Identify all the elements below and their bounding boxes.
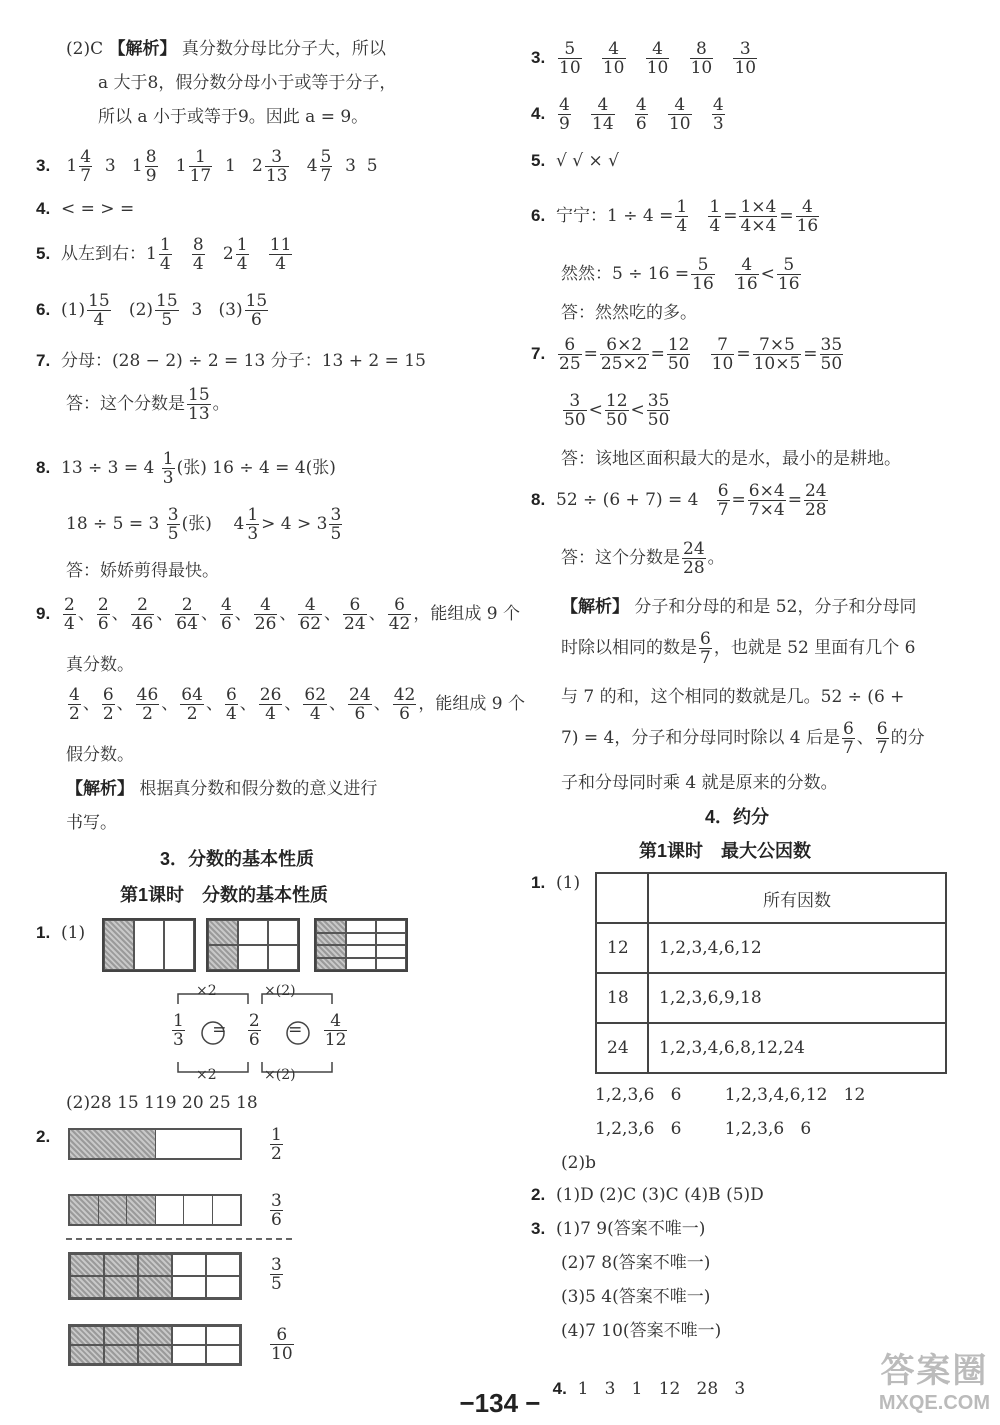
bar-1-2 — [68, 1128, 242, 1160]
r-jx-5: 子和分母同时乘 4 就是原来的分数。 — [561, 773, 838, 793]
times2-top-right: ×(2) — [264, 983, 296, 999]
r-p1-part2: (2)b — [561, 1153, 596, 1173]
r-q7-row2: $\frac{3}{50}$ < $\frac{12}{50}$ < $\frac{35}{50}$ — [564, 391, 670, 430]
fraction-grid-4-12 — [314, 918, 408, 972]
bar-6-10 — [68, 1324, 242, 1366]
q2-line1: (2)C 【解析】 真分数分母比分子大，所以 — [66, 39, 386, 59]
p2-label: 2. — [36, 1127, 51, 1146]
q9-text2: 真分数。 — [66, 655, 134, 675]
r-q7-answer: 答：该地区面积最大的是水，最小的是耕地。 — [561, 449, 901, 469]
section-title-3: 3．分数的基本性质 — [160, 849, 315, 869]
q5-row: 5. 从左到右：1 $\frac{1}{4}$ $\frac{8}{4}$ 2 $\frac{1}{4}$ $\frac{11}{4}$ — [36, 235, 292, 274]
q4-row: 4. < = > = — [36, 199, 135, 219]
r-p3-row2: (2)7 8(答案不唯一) — [561, 1253, 711, 1273]
r-p3-row3: (3)5 4(答案不唯一) — [561, 1287, 711, 1307]
q2-line3: 所以 a 小于或等于9。因此 a = 9。 — [98, 107, 369, 127]
q8-row1: 8. 13 ÷ 3 = 4 $\frac{1}{3}$ (张) 16 ÷ 4 = 4(张) — [36, 449, 336, 488]
r-q4-row: 4. $\frac{4}{9}$ $\frac{4}{14}$ $\frac{4}{6}$ $\frac{4}{10}$ $\frac{4}{3}$ — [531, 95, 724, 134]
p1-part2: (2)28 15 119 20 25 18 — [66, 1093, 258, 1113]
table-header: 所有因数 — [648, 873, 946, 923]
r-q6-row1: 6. 宁宁：1 ÷ 4 = $\frac{1}{4}$ $\frac{1}{4}$ = $\frac{1\times 4}{4\times 4}$ = $\frac{4}{16}$ — [531, 197, 819, 236]
frac-3-5: $\frac{3}{5}$ — [271, 1255, 282, 1294]
r-jx-4: 7) = 4，分子和分母同时除以 4 后是 $\frac{6}{7}$ 、 $\frac{6}{7}$ 的分 — [561, 719, 925, 758]
table-row: 24 1,2,3,4,6,8,12,24 — [596, 1023, 946, 1073]
p1-label: 1. (1) — [36, 923, 86, 943]
q8-answer: 答：娇娇剪得最快。 — [66, 561, 219, 581]
frac-6-10: $\frac{6}{10}$ — [271, 1325, 293, 1364]
r-p3-row1: 3. (1)7 9(答案不唯一) — [531, 1219, 706, 1239]
watermark-logo: 答案圈 MXQE.COM — [878, 1352, 990, 1414]
table-row: 12 1,2,3,4,6,12 — [596, 923, 946, 973]
factors-table — [595, 872, 947, 1074]
q9-text4: 假分数。 — [66, 745, 134, 765]
r-p4-row: 4. 1 3 1 12 28 3 — [552, 1379, 746, 1399]
q8-row2: 18 ÷ 5 = 3 $\frac{3}{5}$ (张) 4 $\frac{1}{3}$ > 4 > 3 $\frac{3}{5}$ — [66, 505, 342, 544]
table-row: 18 1,2,3,6,9,18 — [596, 973, 946, 1023]
q7-row: 7. 分母：(28 − 2) ÷ 2 = 13 分子：13 + 2 = 15 — [36, 351, 426, 371]
q9-row2: $\frac{4}{2}$ 、 $\frac{6}{2}$ 、 $\frac{46}{2}$ 、 $\frac{64}{2}$ 、 $\frac{6}{4}$ 、 $\frac{26}{4}$ 、 $\frac{62}{4}$ 、 $\frac{24}{6}$ 、 $\frac{42}{6}$ ，能组成 9 个 — [69, 685, 525, 724]
q2-line2: a 大于8，假分数分母小于或等于分子， — [98, 73, 397, 93]
times2-bottom-left: ×2 — [196, 1067, 217, 1083]
r-q3-row: 3. $\frac{5}{10}$ $\frac{4}{10}$ $\frac{4}{10}$ $\frac{8}{10}$ $\frac{3}{10}$ — [531, 39, 757, 78]
q3-row: 3. 1 $\frac{4}{7}$ 3 1 $\frac{8}{9}$ 1 $\frac{1}{17}$ 1 2 $\frac{3}{13}$ 4 $\frac{5}{7}$ 3 5 — [36, 147, 378, 186]
r-p1-result1: 1,2,3,6 6 1,2,3,4,6,12 12 — [595, 1085, 866, 1105]
r-jx-1: 【解析】 分子和分母的和是 52，分子和分母同 — [561, 597, 917, 617]
frac-1-2: $\frac{1}{2}$ — [271, 1125, 282, 1164]
r-q7-row1: 7. $\frac{6}{25}$ = $\frac{6\times 2}{25\times 2}$ = $\frac{12}{50}$ $\frac{7}{10}$ = $\frac{7\times 5}{10\times 5}$ = $\frac{35}{50}$ — [531, 335, 843, 374]
bar-3-5 — [68, 1252, 242, 1300]
r-p1-result2: 1,2,3,6 6 1,2,3,6 6 — [595, 1119, 812, 1139]
r-q6-answer: 答：然然吃的多。 — [561, 303, 697, 323]
times2-top-left: ×2 — [196, 983, 217, 999]
r-p3-row4: (4)7 10(答案不唯一) — [561, 1321, 722, 1341]
times2-bottom-right: ×(2) — [264, 1067, 296, 1083]
lesson-title-3-1: 第1课时 分数的基本性质 — [120, 885, 329, 905]
r-q6-row2: 然然：5 ÷ 16 = $\frac{5}{16}$ $\frac{4}{16}$ < $\frac{5}{16}$ — [561, 255, 800, 294]
r-q8-row1: 8. 52 ÷ (6 + 7) = 4 $\frac{6}{7}$ = $\frac{6\times 4}{7\times 4}$ = $\frac{24}{28}$ — [531, 481, 827, 520]
q9-analysis2: 书写。 — [66, 813, 117, 833]
section-title-4: 4．约分 — [705, 807, 770, 827]
q6-row: 6. (1) $\frac{15}{4}$ (2) $\frac{15}{5}$ 3 (3) $\frac{15}{6}$ — [36, 291, 268, 330]
fraction-grid-1-3 — [102, 918, 196, 972]
q9-row1: 9. $\frac{2}{4}$ 、 $\frac{2}{6}$ 、 $\frac{2}{46}$ 、 $\frac{2}{64}$ 、 $\frac{4}{6}$ 、 $\frac{4}{26}$ 、 $\frac{4}{62}$ 、 $\frac{6}{24}$ 、 $\frac{6}{42}$ ，能组成 9 个 — [36, 595, 520, 634]
r-q8-answer: 答：这个分数是 $\frac{24}{28}$ 。 — [561, 539, 725, 578]
diagram-fracs: $\frac{1}{3}$ = $\frac{2}{6}$ = $\frac{4}{12}$ — [173, 1011, 347, 1050]
frac-3-6: $\frac{3}{6}$ — [271, 1191, 282, 1230]
r-jx-3: 与 7 的和，这个相同的数就是几。52 ÷ (6 + — [561, 687, 905, 707]
dashed-divider — [66, 1238, 292, 1240]
page-number: −134 − — [459, 1388, 541, 1418]
r-q5-row: 5. √ √ × √ — [531, 151, 619, 171]
bar-3-6 — [68, 1194, 242, 1226]
q9-analysis: 【解析】 根据真分数和假分数的意义进行 — [66, 779, 378, 799]
r-p1-label: 1. (1) — [531, 873, 581, 893]
r-p2-row: 2. (1)D (2)C (3)C (4)B (5)D — [531, 1185, 764, 1205]
r-jx-2: 时除以相同的数是 $\frac{6}{7}$ ，也就是 52 里面有几个 6 — [561, 629, 916, 668]
q7-answer: 答：这个分数是 $\frac{15}{13}$ 。 — [66, 385, 230, 424]
lesson-title-4-1: 第1课时 最大公因数 — [639, 841, 812, 861]
fraction-grid-2-6 — [206, 918, 300, 972]
